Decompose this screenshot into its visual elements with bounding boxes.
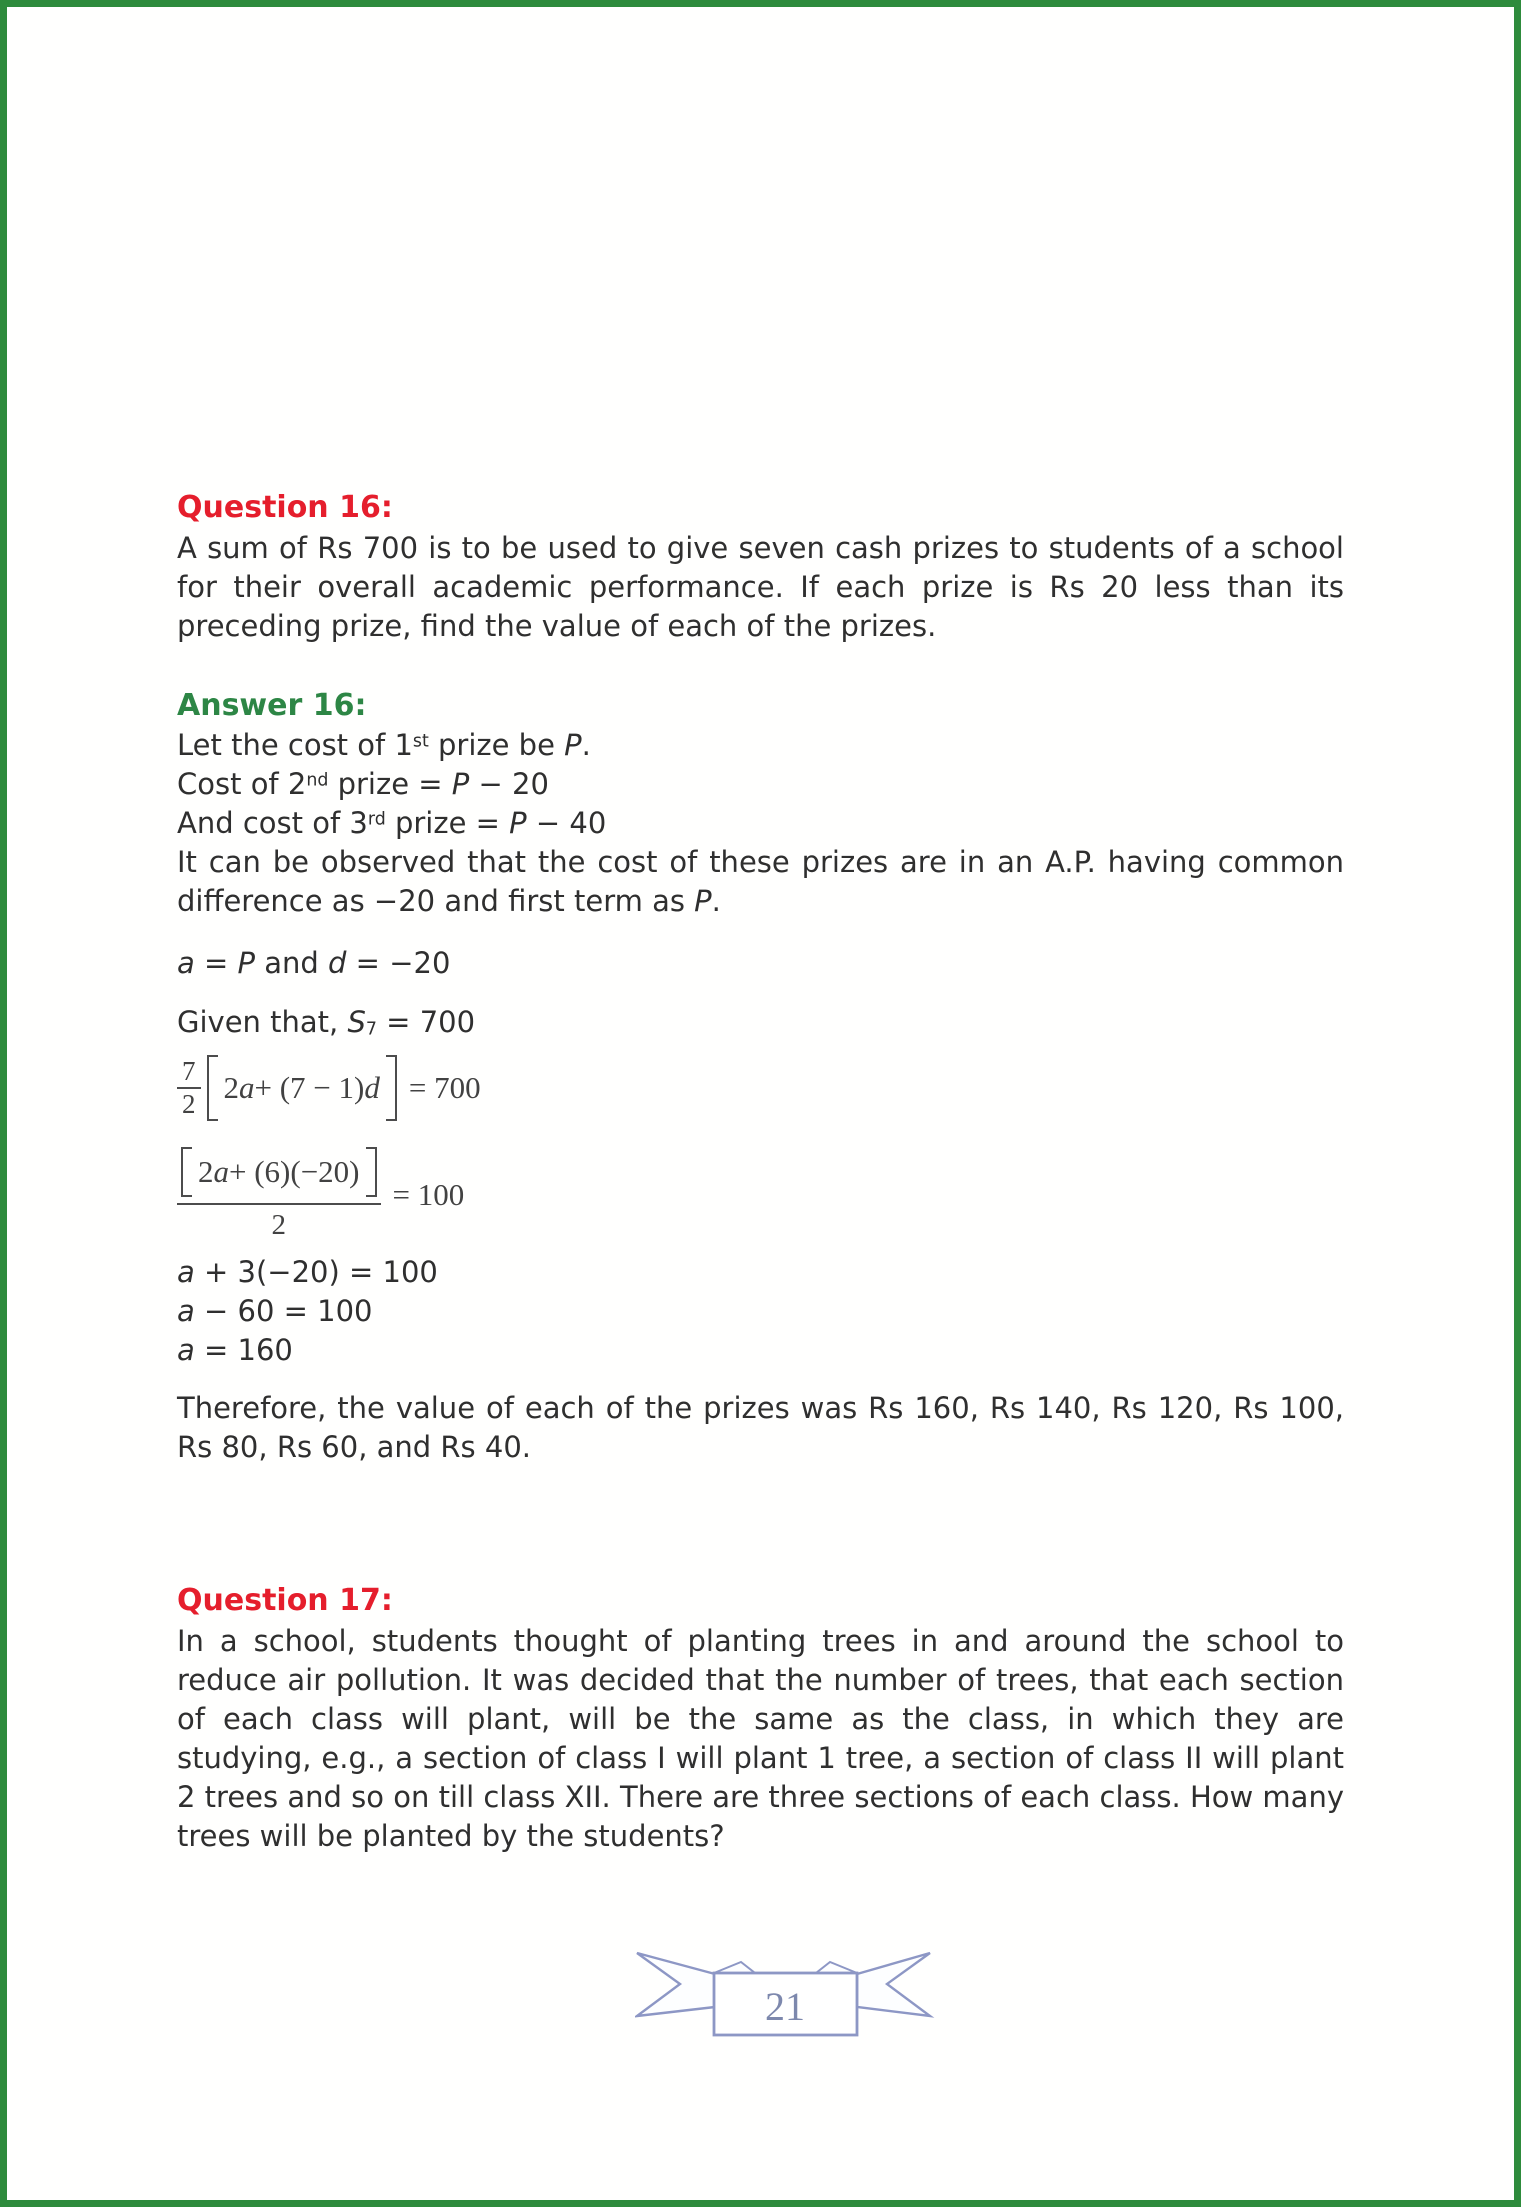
fraction-7-over-2 [177, 1056, 201, 1120]
variable-d: d [328, 946, 347, 980]
variable-P: P [237, 946, 256, 980]
fraction-bracket-over-2 [177, 1147, 381, 1242]
answer-16-heading: Answer 16: [177, 688, 367, 723]
left-bracket [207, 1055, 218, 1121]
text-run: = [194, 946, 238, 980]
text-run: − 60 = 100 [194, 1294, 373, 1328]
variable-P: P [509, 806, 527, 840]
text-run: Cost of 2 [177, 767, 307, 801]
text-run: Let the cost of 1 [177, 728, 413, 762]
text-run: prize = [385, 806, 510, 840]
ribbon-banner-icon [635, 1950, 935, 2042]
variable-a: a [177, 1333, 195, 1367]
step-line-1 [177, 1253, 1344, 1292]
question-17-heading: Question 17: [177, 1583, 393, 1618]
text-run: + 3(−20) = 100 [194, 1255, 438, 1289]
formula-bracket-over-2 [177, 1147, 464, 1242]
step-line-2 [177, 1292, 1344, 1331]
formula-sum-of-7-terms [177, 1056, 481, 1120]
variable-a: a [213, 1154, 229, 1189]
text-run: 2 [223, 1070, 239, 1106]
ordinal-superscript: rd [367, 809, 386, 830]
ribbon-left-fold [714, 1962, 755, 1973]
text-run: . [581, 728, 591, 762]
text-run: − 40 [526, 806, 607, 840]
page-number: 21 [765, 1984, 805, 2029]
given-s7-line [177, 1003, 1344, 1042]
text-run: = 700 [376, 1005, 476, 1039]
step-line-3 [177, 1331, 1344, 1370]
bracketed-expression [207, 1057, 397, 1119]
page-number-ribbon [635, 1950, 935, 2046]
variable-a: a [177, 946, 195, 980]
variable-P: P [694, 884, 712, 918]
variable-S: S [347, 1005, 366, 1039]
variable-d: d [364, 1070, 380, 1106]
answer-observation-paragraph [177, 843, 1344, 921]
equals-100: = 100 [392, 1176, 465, 1212]
text-run: prize be [428, 728, 565, 762]
text-run: + (6)(−20) [229, 1154, 360, 1189]
equals-700: = 700 [408, 1070, 481, 1106]
text-run: + (7 − 1) [254, 1070, 365, 1106]
ordinal-superscript: nd [306, 770, 329, 791]
text-run: Given that, [177, 1005, 348, 1039]
text-run: And cost of 3 [177, 806, 368, 840]
text-run: = −20 [346, 946, 451, 980]
answer-line-3rd-prize [177, 804, 1344, 843]
text-run: − 20 [469, 767, 549, 801]
question-16-text: A sum of Rs 700 is to be used to give seven cash prizes to students of a school for their overall academic performance. If each prize is Rs 20 less than its preceding prize, find the value of each of the prizes. [177, 531, 1344, 643]
variable-a: a [177, 1255, 195, 1289]
subscript-7: 7 [365, 1019, 377, 1040]
ribbon-right-fold [816, 1962, 857, 1973]
question-17-text: In a school, students thought of planting trees in and around the school to reduce air pollution. It was decided that the number of trees, that each section of each class will plant, will be the same as the class, in which they are studying, e.g., a section of class I will plant 1 tree, a section of class II will plant 2 trees and so on till class XII. There are three sections of each class. How many trees will be planted by the students? [177, 1624, 1344, 1853]
fraction-numerator: 7 [177, 1056, 201, 1089]
right-bracket [366, 1147, 377, 1197]
variable-a: a [239, 1070, 255, 1106]
fraction-numerator [177, 1147, 381, 1205]
text-run: prize = [328, 767, 452, 801]
answer-conclusion: Therefore, the value of each of the prizes was Rs 160, Rs 140, Rs 120, Rs 100, Rs 80, Rs 60, and Rs 40. [177, 1391, 1344, 1464]
text-run: = 160 [194, 1333, 293, 1367]
text-run: and [255, 946, 329, 980]
text-run: . [711, 884, 721, 918]
question-16-heading: Question 16: [177, 490, 393, 525]
fraction-denominator: 2 [182, 1089, 196, 1120]
answer-a-d-line [177, 944, 1344, 983]
text-run: It can be observed that the cost of these prizes are in an A.P. having common difference as −20 and first term as [177, 845, 1344, 918]
left-bracket [181, 1147, 192, 1197]
fraction-denominator: 2 [271, 1209, 286, 1241]
ribbon-right-tail [857, 1953, 930, 2016]
variable-P: P [564, 728, 582, 762]
variable-a: a [177, 1294, 195, 1328]
ordinal-superscript: st [412, 731, 429, 752]
answer-line-1st-prize [177, 726, 1344, 765]
right-bracket [386, 1055, 397, 1121]
ribbon-left-tail [637, 1953, 715, 2016]
variable-P: P [451, 767, 470, 801]
text-run: 2 [198, 1154, 214, 1189]
answer-line-2nd-prize [177, 765, 1344, 804]
